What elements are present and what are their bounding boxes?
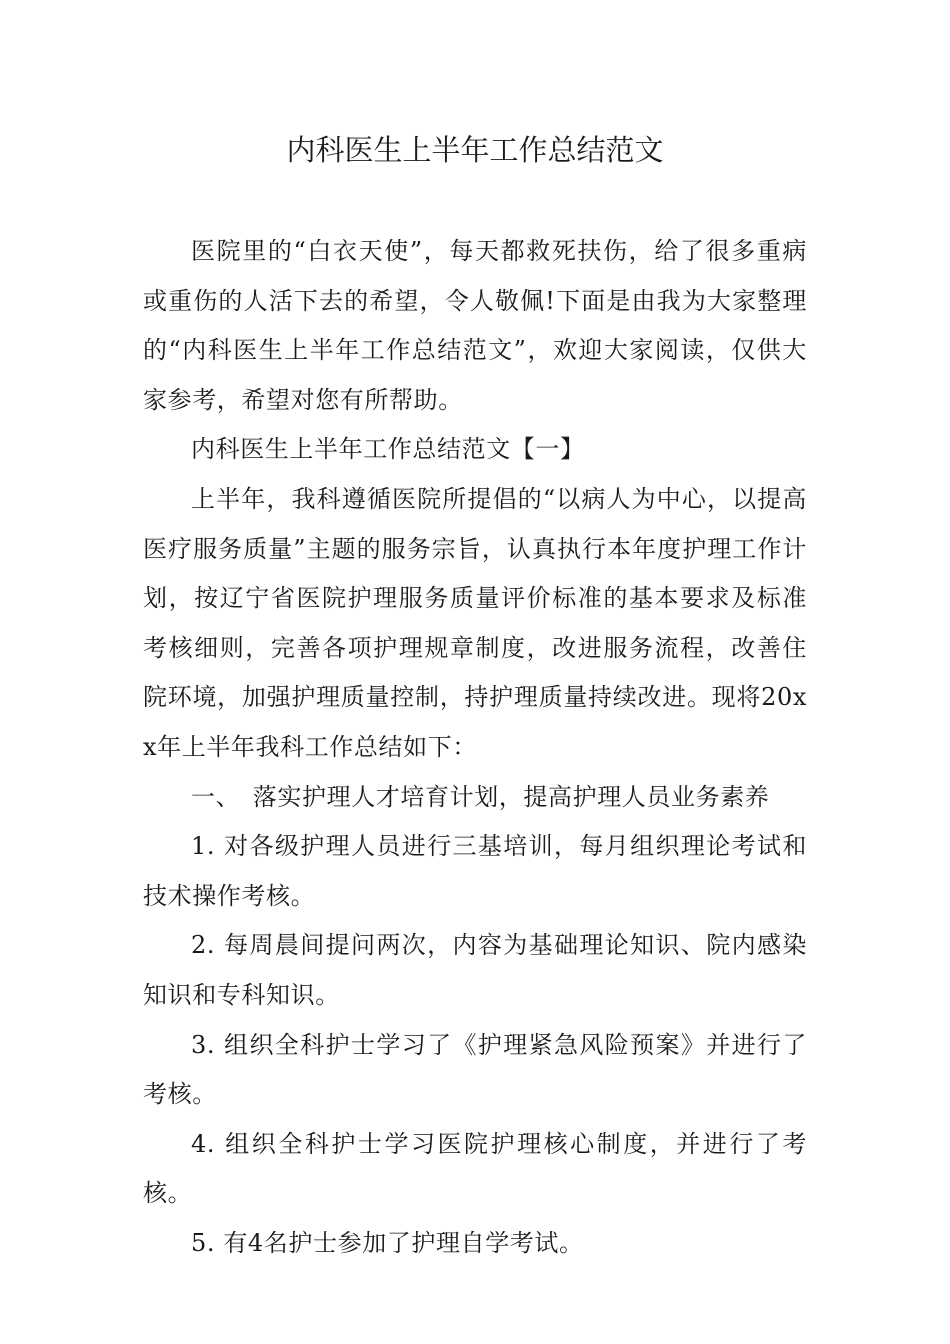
list-item-4: 4. 组织全科护士学习医院护理核心制度，并进行了考核。	[143, 1129, 807, 1208]
document-body	[143, 227, 807, 1268]
subsection-heading: 一、 落实护理人才培育计划，提高护理人员业务素养	[191, 782, 770, 811]
list-item-1: 1. 对各级护理人员进行三基培训，每月组织理论考试和技术操作考核。	[143, 832, 807, 910]
list-item-2: 2. 每周晨间提问两次，内容为基础理论知识、院内感染知识和专科知识。	[143, 931, 807, 1009]
intro-paragraph: 医院里的“白衣天使”，每天都救死扶伤，给了很多重病或重伤的人活下去的希望，令人敬佩!下面是由我为大家整理的“内科医生上半年工作总结范文”，欢迎大家阅读，仅供大家参考，希望对您有所帮助。	[143, 237, 807, 414]
list-item-5: 5. 有4名护士参加了护理自学考试。	[191, 1228, 584, 1257]
document-title: 内科医生上半年工作总结范文	[286, 133, 664, 167]
summary-paragraph: 上半年，我科遵循医院所提倡的“以病人为中心，以提高医疗服务质量”主题的服务宗旨，认真执行本年度护理工作计划，按辽宁省医院护理服务质量评价标准的基本要求及标准考核细则，完善各项护理规章制度，改进服务流程，改善住院环境，加强护理质量控制，持护理质量持续改进。现将20xx年上半年我科工作总结如下：	[143, 484, 807, 761]
list-item-3: 3. 组织全科护士学习了《护理紧急风险预案》并进行了考核。	[143, 1030, 807, 1109]
section-heading-one: 内科医生上半年工作总结范文【一】	[191, 435, 585, 464]
